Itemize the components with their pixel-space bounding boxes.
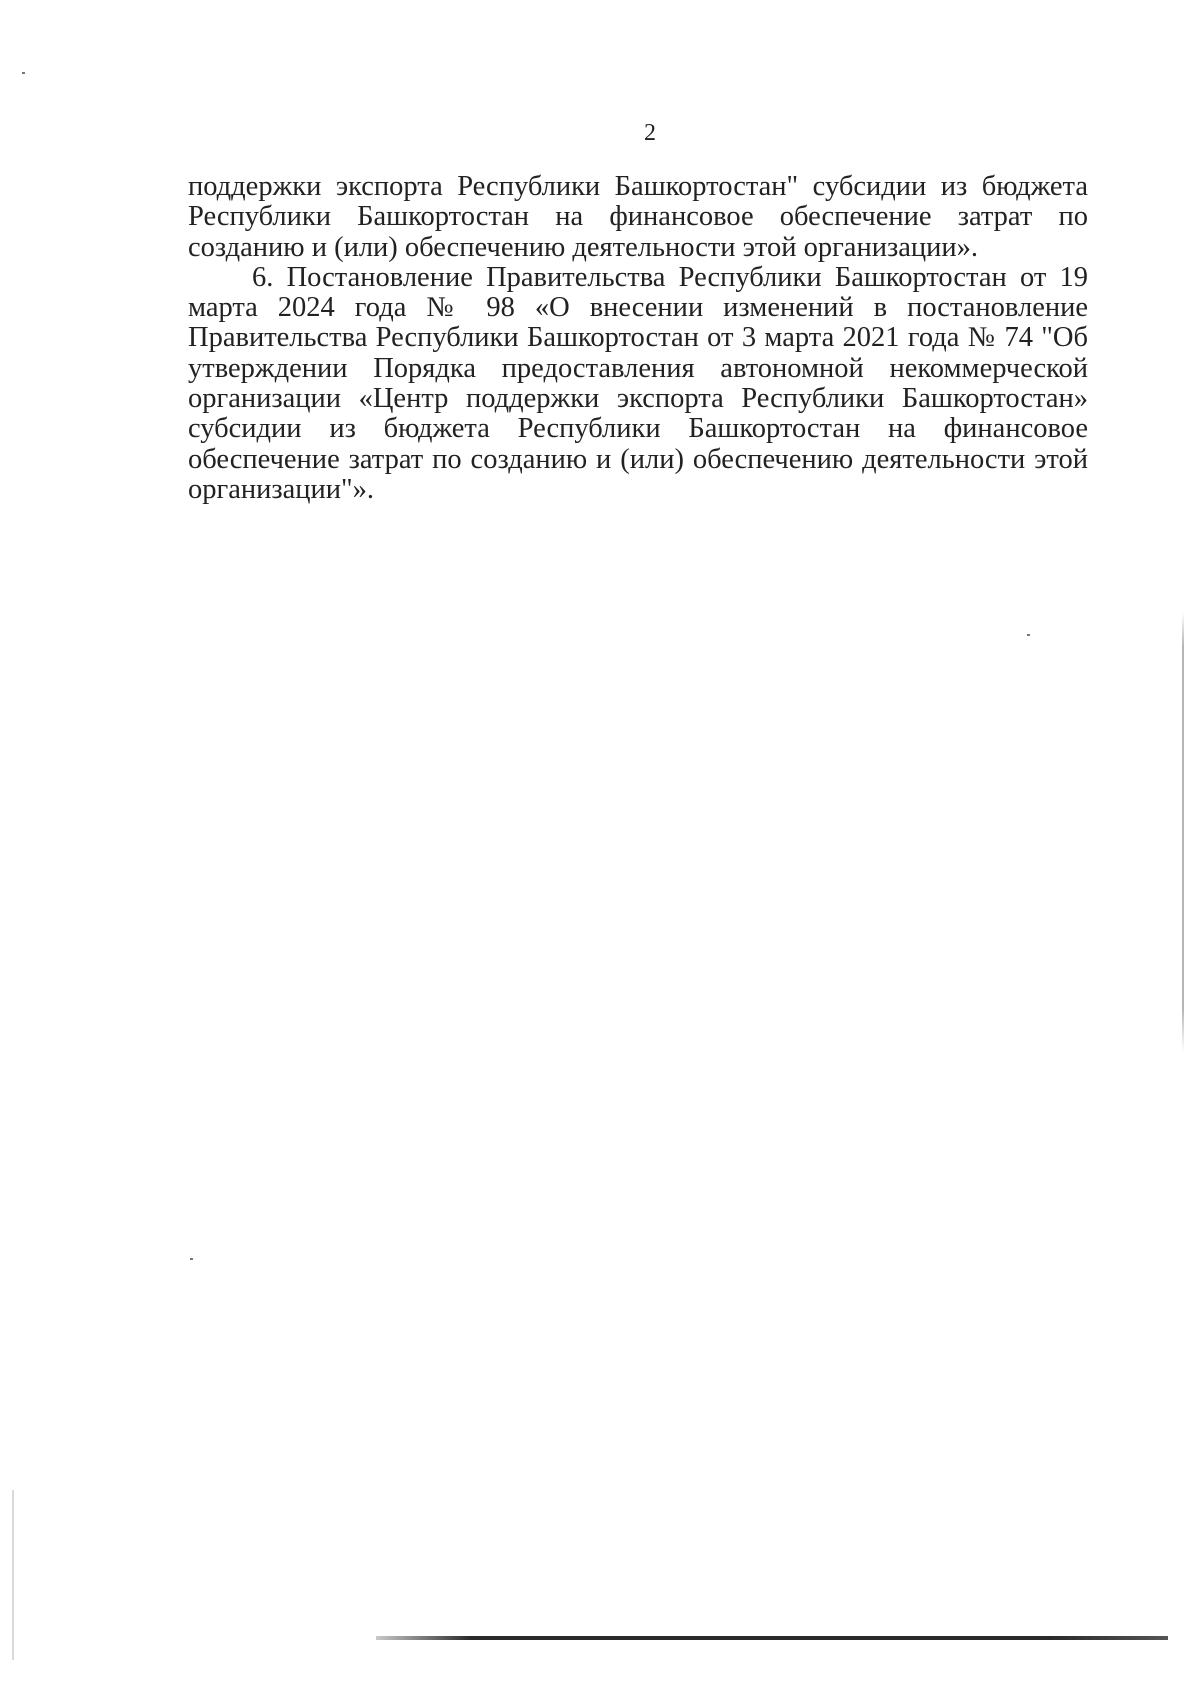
scan-edge-left xyxy=(12,1490,14,1660)
document-body xyxy=(188,172,1088,505)
scan-speck xyxy=(1027,634,1030,636)
scan-speck xyxy=(190,1258,193,1260)
scan-speck xyxy=(22,72,25,74)
paragraph-item-6: 6. Постановление Правительства Республики Башкортостан от 19 марта 2024 года № 98 «О внесении изменений в постановление Правительства Республики Башкортостан от 3 марта 2021 года № 74 "Об утверждении Порядка предоставления автономной некоммерческой организации «Центр поддержки экспорта Республики Башкортостан» субсидии из бюджета Республики Башкортостан на финансовое обеспечение затрат по созданию и (или) обеспечению деятельности этой организации"». xyxy=(188,261,1088,505)
page-number: 2 xyxy=(644,120,656,146)
scan-edge-right xyxy=(1182,612,1184,1052)
scan-bottom-bar xyxy=(376,1636,1168,1640)
paragraph-continuation: поддержки экспорта Республики Башкортостан" субсидии из бюджета Республики Башкортостан на финансовое обеспечение затрат по созданию и (или) обеспечению деятельности этой организации». xyxy=(188,171,1088,263)
